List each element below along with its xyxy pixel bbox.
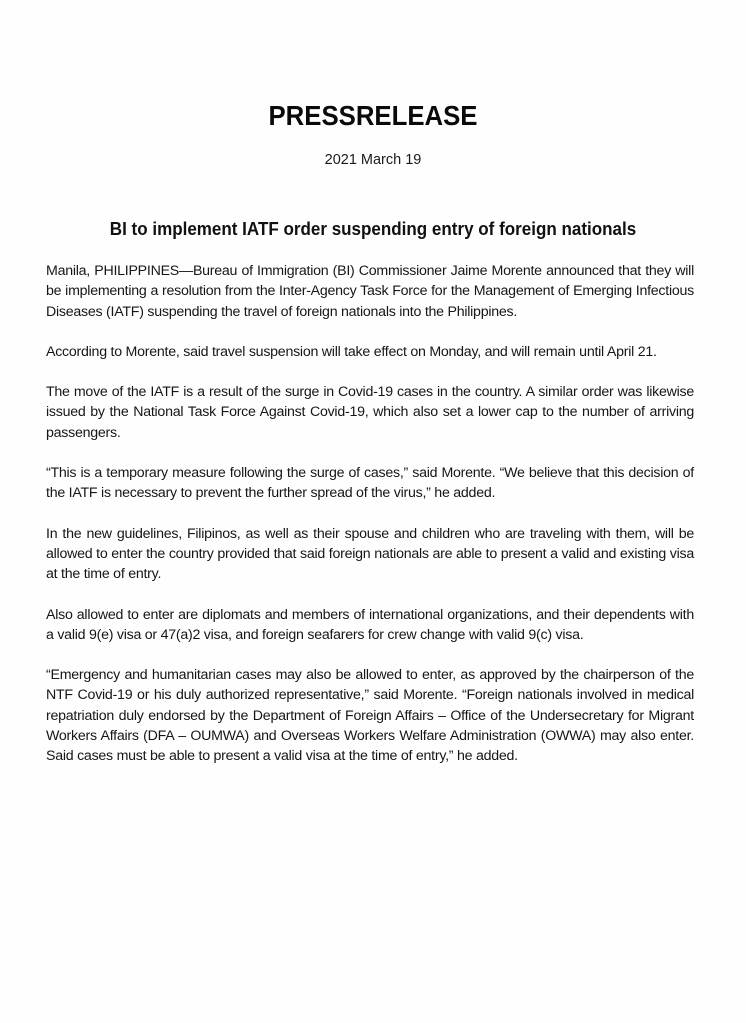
paragraph: The move of the IATF is a result of the surge in Covid-19 cases in the country. A similar order was likewise issued by the National Task Force Against Covid-19, which also set a lower cap to the number of arriving passengers. <box>46 384 694 441</box>
paragraph: “Emergency and humanitarian cases may also be allowed to enter, as approved by the chairperson of the NTF Covid-19 or his duly authorized representative,” said Morente. “Foreign nationals involved in medical repatriation duly endorsed by the Department of Foreign Affairs – Office of the Undersecretary for Migrant Workers Affairs (DFA – OUMWA) and Overseas Workers Welfare Administration (OWWA) may also enter. Said cases must be able to present a valid visa at the time of entry,” he added. <box>46 667 694 765</box>
paragraph: In the new guidelines, Filipinos, as well as their spouse and children who are traveling with them, will be allowed to enter the country provided that said foreign nationals are able to present a valid and existing visa at the time of entry. <box>46 525 694 583</box>
paragraph: Also allowed to enter are diplomats and members of international organizations, and their dependents with a valid 9(e) visa or 47(a)2 visa, and foreign seafarers for crew change with valid 9(c) visa. <box>46 606 694 643</box>
body-text <box>46 261 694 787</box>
paragraph: According to Morente, said travel suspension will take effect on Monday, and will remain until April 21. <box>46 343 657 360</box>
document-title: PRESSRELEASE <box>268 100 478 131</box>
paragraph: “This is a temporary measure following the surge of cases,” said Morente. “We believe that this decision of the IATF is necessary to prevent the further spread of the virus,” he added. <box>46 465 694 502</box>
paragraph: Manila, PHILIPPINES—Bureau of Immigration (BI) Commissioner Jaime Morente announced that they will be implementing a resolution from the Inter-Agency Task Force for the Management of Emerging Infectious Diseases (IATF) suspending the travel of foreign nationals into the Philippines. <box>46 263 694 320</box>
headline: BI to implement IATF order suspending entry of foreign nationals <box>109 218 637 239</box>
release-date: 2021 March 19 <box>324 152 422 168</box>
